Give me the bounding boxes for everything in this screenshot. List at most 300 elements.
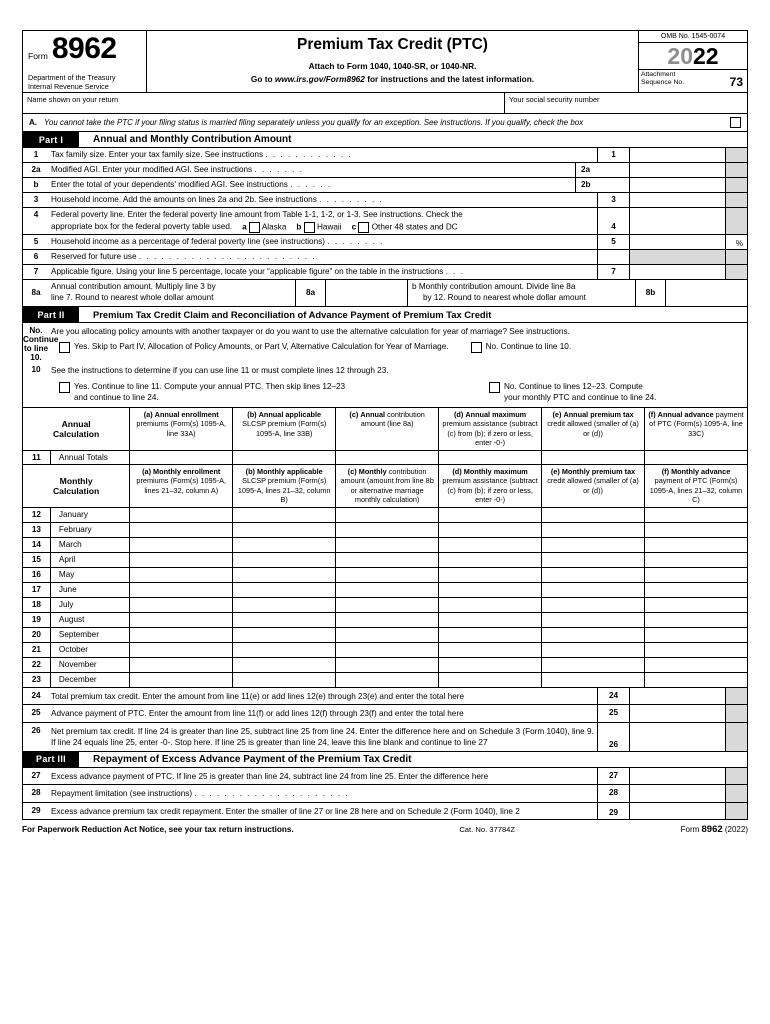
line-12-label: January — [50, 507, 129, 522]
line-5-percent-cell — [725, 235, 747, 249]
paperwork-notice: For Paperwork Reduction Act Notice, see your tax return instructions. — [22, 825, 294, 835]
line-10-no[interactable] — [489, 381, 656, 404]
part-2-totals — [22, 688, 748, 752]
line-14-cell-b[interactable] — [233, 537, 336, 552]
annual-col-a-tag: (a) — [143, 409, 153, 419]
line-15-cell-b[interactable] — [233, 552, 336, 567]
line-13-cell-f[interactable] — [645, 522, 748, 537]
line-20-cell-c[interactable] — [336, 627, 439, 642]
line-21-cell-a[interactable] — [130, 642, 233, 657]
monthly-col-b — [233, 464, 336, 507]
line-23-cell-a[interactable] — [130, 672, 233, 687]
line-9-no-label: No. Continue to line 10. — [485, 341, 572, 351]
monthly-col-f-bold: Monthly advance — [671, 466, 731, 476]
table-row — [23, 657, 748, 672]
line-7-dots: . . . — [445, 267, 465, 277]
line-10-yes-checkbox[interactable] — [59, 382, 70, 393]
line-2a-number: 2a — [31, 165, 41, 174]
line-17-cell-d[interactable] — [439, 582, 542, 597]
goto-url: www.irs.gov/Form8962 — [274, 74, 365, 84]
monthly-col-d-tag: (d) — [452, 466, 462, 476]
footer-form-id — [681, 824, 748, 835]
line-3-text — [49, 193, 597, 207]
line-16-cell-a[interactable] — [130, 567, 233, 582]
line-17-label: June — [50, 582, 129, 597]
line-15-cell-a[interactable] — [130, 552, 233, 567]
line-18-cell-a[interactable] — [130, 597, 233, 612]
line-17-cell-f[interactable] — [645, 582, 748, 597]
line-14-cell-f[interactable] — [645, 537, 748, 552]
line-24-amount[interactable] — [629, 688, 725, 704]
line-18-cell-c[interactable] — [336, 597, 439, 612]
annual-col-a-bold: Annual enrollment — [154, 409, 219, 419]
line-9-yes[interactable] — [59, 341, 449, 353]
annual-col-e-bold: Annual premium tax — [563, 409, 634, 419]
line-26-ref: 26 — [597, 723, 629, 751]
line-4-option-c[interactable] — [352, 222, 458, 234]
annual-calculation-label — [23, 407, 130, 450]
line-12-cell-a[interactable] — [130, 507, 233, 522]
line-12-cell-c[interactable] — [336, 507, 439, 522]
line-9 — [23, 323, 747, 362]
line-19-label: August — [50, 612, 129, 627]
annual-col-d-rest: premium assistance (subtract (c) from (b); if zero or less, enter -0-) — [442, 419, 538, 448]
line-7-tail — [725, 265, 747, 279]
monthly-col-f-tag: (f) — [661, 466, 670, 476]
line-4-option-a-label: Alaska — [261, 222, 287, 232]
line-4-option-b-letter: b — [296, 222, 302, 232]
line-12-cell-f[interactable] — [645, 507, 748, 522]
annual-col-a-rest: premiums (Form(s) 1095-A, line 33A) — [136, 419, 227, 438]
line-11-cell-b[interactable] — [233, 450, 336, 464]
line-8a-text — [49, 280, 295, 306]
line-3-label: Household income. Add the amounts on lines 2a and 2b. See instructions — [51, 195, 317, 204]
line-16-cell-f[interactable] — [645, 567, 748, 582]
line-2b-amount[interactable] — [629, 178, 725, 192]
goto-suffix: for instructions and the latest information. — [364, 74, 535, 84]
line-24 — [23, 688, 747, 705]
line-18-cell-f[interactable] — [645, 597, 748, 612]
line-8a-number: 8a — [31, 288, 41, 298]
line-5-number: 5 — [33, 237, 39, 247]
monthly-col-b-tag: (b) — [245, 466, 255, 476]
line-28-text — [49, 785, 597, 801]
table-row — [23, 627, 748, 642]
line-27-amount[interactable] — [629, 768, 725, 784]
line-24-text: Total premium tax credit. Enter the amount from line 11(e) or add lines 12(e) through 23(e) and enter the total here — [51, 691, 465, 701]
line-10-no-text — [504, 381, 656, 404]
line-6-amount — [629, 250, 725, 264]
table-row — [23, 597, 748, 612]
line-23-cell-e[interactable] — [542, 672, 645, 687]
ssn-label: Your social security number — [509, 95, 600, 104]
line-9-no-checkbox[interactable] — [471, 342, 482, 353]
line-10-yes-text — [74, 381, 345, 404]
attachment-sequence — [639, 69, 747, 90]
line-8a-amount[interactable] — [325, 280, 407, 306]
line-9-number: No. Continue to line 10. — [23, 326, 59, 363]
line-10-options — [51, 381, 743, 404]
line-20-cell-a[interactable] — [130, 627, 233, 642]
line-20-cell-d[interactable] — [439, 627, 542, 642]
line-4-option-b-label: Hawaii — [316, 222, 342, 232]
department-text — [28, 73, 142, 91]
line-5-amount[interactable] — [629, 235, 725, 249]
line-28-amount[interactable] — [629, 785, 725, 801]
monthly-col-a-tag: (a) — [142, 466, 152, 476]
table-row — [23, 552, 748, 567]
department-line-1: Department of the Treasury — [28, 73, 116, 82]
monthly-calculation-label — [23, 464, 130, 507]
line-17-cell-a[interactable] — [130, 582, 233, 597]
line-14-label: March — [50, 537, 129, 552]
line-2a — [23, 163, 747, 178]
line-26-number: 26 — [31, 725, 41, 735]
other-states-checkbox[interactable] — [358, 222, 369, 233]
line-4 — [23, 208, 747, 235]
line-21-cell-b[interactable] — [233, 642, 336, 657]
line-12-cell-d[interactable] — [439, 507, 542, 522]
monthly-col-f-rest: payment of PTC (Form(s) 1095-A, lines 21–32, column C) — [649, 476, 743, 505]
line-22-cell-a[interactable] — [130, 657, 233, 672]
line-1-ref: 1 — [597, 148, 629, 162]
line-23-cell-d[interactable] — [439, 672, 542, 687]
line-20-label: September — [50, 627, 129, 642]
line-8b-amount[interactable] — [665, 280, 747, 306]
line-20-cell-b[interactable] — [233, 627, 336, 642]
part-1-title: Annual and Monthly Contribution Amount — [93, 134, 292, 145]
line-15-cell-f[interactable] — [645, 552, 748, 567]
form-header — [22, 30, 748, 92]
line-25-amount[interactable] — [629, 705, 725, 721]
annual-col-f-tag: (f) — [648, 409, 656, 419]
line-4-amount[interactable] — [629, 208, 725, 234]
line-2b-dots: . . . . . . — [290, 180, 332, 189]
line-16-cell-c[interactable] — [336, 567, 439, 582]
line-11-cell-c[interactable] — [336, 450, 439, 464]
line-4-option-b[interactable] — [296, 222, 341, 234]
line-1-number: 1 — [33, 150, 39, 159]
table-row — [23, 582, 748, 597]
row-a-text: You cannot take the PTC if your filing status is married filing separately unless you qualify for an exception. See instructions. If you qualify, check the box — [44, 118, 584, 127]
line-21-cell-e[interactable] — [542, 642, 645, 657]
line-12-cell-e[interactable] — [542, 507, 645, 522]
line-12-cell-b[interactable] — [233, 507, 336, 522]
part-1-bar — [22, 132, 748, 148]
line-6-text — [49, 250, 597, 264]
form-8962 — [22, 30, 748, 835]
line-10-body — [49, 362, 747, 406]
footer-form-prefix: Form — [680, 825, 702, 835]
line-17-cell-e[interactable] — [542, 582, 645, 597]
line-18-number: 18 — [23, 597, 51, 612]
line-15-cell-d[interactable] — [439, 552, 542, 567]
name-label: Name shown on your return — [27, 95, 119, 104]
line-13-cell-c[interactable] — [336, 522, 439, 537]
line-8a-ref: 8a — [295, 280, 325, 306]
line-21-number: 21 — [23, 642, 51, 657]
line-10-no-checkbox[interactable] — [489, 382, 500, 393]
line-10-no-label-2: your monthly PTC and continue to line 24. — [504, 393, 657, 403]
attach-instruction: Attach to Form 1040, 1040-SR, or 1040-NR. — [308, 61, 477, 71]
line-9-yes-label: Yes. Skip to Part IV, Allocation of Policy Amounts, or Part V, Alternative Calculation for Year of Marriage. — [74, 341, 449, 351]
line-23-cell-b[interactable] — [233, 672, 336, 687]
line-5 — [23, 235, 747, 250]
name-field[interactable] — [23, 93, 505, 113]
line-23-cell-f[interactable] — [645, 672, 748, 687]
line-18-cell-d[interactable] — [439, 597, 542, 612]
line-6 — [23, 250, 747, 265]
monthly-col-e-bold: Monthly premium tax — [561, 466, 636, 476]
monthly-col-a-bold: Monthly enrollment — [153, 466, 221, 476]
monthly-col-d — [439, 464, 542, 507]
line-24-number: 24 — [31, 690, 41, 700]
line-6-ref — [597, 250, 629, 264]
line-19-number: 19 — [23, 612, 51, 627]
line-28-tail — [725, 785, 747, 801]
ssn-field[interactable] — [505, 93, 747, 113]
line-29-text: Excess advance premium tax credit repayment. Enter the smaller of line 27 or line 28 here and on Schedule 2 (Form 1040), line 2 — [51, 806, 520, 816]
annual-col-c-bold: Annual — [360, 409, 386, 419]
line-8b-label-1: b Monthly contribution amount. Divide line 8a — [412, 282, 576, 292]
line-3-number: 3 — [33, 195, 39, 204]
line-2a-amount[interactable] — [629, 163, 725, 177]
line-14-cell-a[interactable] — [130, 537, 233, 552]
line-22-label: November — [50, 657, 129, 672]
line-2b-text — [49, 178, 575, 192]
monthly-col-d-rest: premium assistance (subtract (c) from (b); if zero or less, enter -0-) — [442, 476, 538, 505]
line-2b-ref: 2b — [575, 178, 629, 192]
line-2a-text — [49, 163, 575, 177]
annual-col-c-tag: (c) — [349, 409, 359, 419]
line-10-question: See the instructions to determine if you can use line 11 or must complete lines 12 through 23. — [51, 366, 389, 376]
line-7-amount[interactable] — [629, 265, 725, 279]
line-23-label: December — [50, 672, 129, 687]
line-2b-tail — [725, 178, 747, 192]
annual-col-f — [645, 407, 748, 450]
line-5-text — [49, 235, 597, 249]
line-1-dots: . . . . . . . . . . . . — [265, 150, 353, 159]
line-15-cell-e[interactable] — [542, 552, 645, 567]
line-29 — [23, 803, 747, 819]
annual-col-c-rest: contribution amount (line 8a) — [360, 409, 425, 429]
line-14-cell-d[interactable] — [439, 537, 542, 552]
monthly-col-b-bold: Monthly applicable — [257, 466, 323, 476]
line-10-number: 10 — [31, 365, 41, 375]
line-9-options — [51, 341, 743, 353]
part-3-label: Part III — [23, 752, 79, 767]
line-7-number: 7 — [33, 267, 39, 277]
line-1-amount[interactable] — [629, 148, 725, 162]
row-a-checkbox[interactable] — [730, 117, 741, 128]
goto-instruction — [147, 74, 638, 84]
line-21-label: October — [50, 642, 129, 657]
monthly-col-c — [336, 464, 439, 507]
line-4-option-a-letter: a — [242, 222, 247, 232]
line-27-tail — [725, 768, 747, 784]
percent-symbol: % — [735, 239, 743, 249]
table-row — [23, 642, 748, 657]
annual-col-d — [439, 407, 542, 450]
line-11-cell-f[interactable] — [645, 450, 748, 464]
line-22-cell-f[interactable] — [645, 657, 748, 672]
monthly-col-a — [130, 464, 233, 507]
line-9-body — [49, 323, 747, 362]
line-11-cell-d[interactable] — [439, 450, 542, 464]
hawaii-checkbox[interactable] — [304, 222, 315, 233]
line-27-number: 27 — [31, 770, 41, 780]
line-5-ref: 5 — [597, 235, 629, 249]
line-8b-label-2: by 12. Round to nearest whole dollar amount — [423, 292, 586, 302]
line-14-cell-e[interactable] — [542, 537, 645, 552]
line-25-number: 25 — [31, 708, 41, 718]
line-1-tail — [725, 148, 747, 162]
line-13-cell-e[interactable] — [542, 522, 645, 537]
line-29-amount[interactable] — [629, 803, 725, 819]
annual-col-f-bold: Annual advance — [657, 409, 714, 419]
line-10 — [23, 362, 747, 406]
form-number: 8962 — [51, 32, 117, 65]
line-2a-tail — [725, 163, 747, 177]
line-20-number: 20 — [23, 627, 51, 642]
line-22-cell-d[interactable] — [439, 657, 542, 672]
line-8b-text — [407, 280, 635, 306]
line-24-tail — [725, 688, 747, 704]
line-4-option-a[interactable] — [242, 222, 286, 234]
line-17-cell-c[interactable] — [336, 582, 439, 597]
line-11-cell-a[interactable] — [130, 450, 233, 464]
line-3-amount[interactable] — [629, 193, 725, 207]
line-20-cell-f[interactable] — [645, 627, 748, 642]
line-6-label: Reserved for future use — [51, 252, 137, 262]
line-21-cell-c[interactable] — [336, 642, 439, 657]
line-16-cell-b[interactable] — [233, 567, 336, 582]
row-a — [22, 114, 748, 132]
line-13-cell-a[interactable] — [130, 522, 233, 537]
line-14-cell-c[interactable] — [336, 537, 439, 552]
line-22-cell-b[interactable] — [233, 657, 336, 672]
table-row — [23, 507, 748, 522]
line-21-cell-f[interactable] — [645, 642, 748, 657]
annual-totals-row — [23, 450, 748, 464]
line-16-cell-d[interactable] — [439, 567, 542, 582]
part-2-questions — [22, 323, 748, 406]
line-7-label: Applicable figure. Using your line 5 percentage, locate your “applicable figure” on the table in the instructions — [51, 267, 444, 277]
line-19-cell-c[interactable] — [336, 612, 439, 627]
line-7-ref: 7 — [597, 265, 629, 279]
line-26-amount[interactable] — [629, 723, 725, 751]
line-17-cell-b[interactable] — [233, 582, 336, 597]
line-19-cell-f[interactable] — [645, 612, 748, 627]
line-16-cell-e[interactable] — [542, 567, 645, 582]
sequence-label: Sequence No. — [641, 79, 685, 87]
line-8a-label-2: line 7. Round to nearest whole dollar amount — [51, 292, 214, 302]
line-28-dots: . . . . . . . . . . . . . . . . . . . . . — [194, 789, 350, 799]
line-8a-label-1: Annual contribution amount. Multiply line 3 by — [51, 282, 216, 292]
line-16-number: 16 — [23, 567, 51, 582]
table-row — [23, 522, 748, 537]
line-2a-dots: . . . . . . . — [254, 165, 304, 174]
line-2b-label: Enter the total of your dependents' modified AGI. See instructions — [51, 180, 288, 189]
line-18-cell-b[interactable] — [233, 597, 336, 612]
line-21-cell-d[interactable] — [439, 642, 542, 657]
line-20-cell-e[interactable] — [542, 627, 645, 642]
line-26-text: Net premium tax credit. If line 24 is greater than line 25, subtract line 25 from line 24. Enter the difference here and on Schedule 3 (Form 1040), line 9. If line 24 equals line 25, enter -0-. Stop here. If line 25 is greater than line 24, leave this line blank and continue to line 27 — [51, 726, 594, 748]
line-19-cell-a[interactable] — [130, 612, 233, 627]
line-9-no[interactable] — [471, 341, 572, 353]
form-footer — [22, 820, 748, 835]
line-2a-label: Modified AGI. Enter your modified AGI. See instructions — [51, 165, 253, 174]
line-18-cell-e[interactable] — [542, 597, 645, 612]
line-13-cell-b[interactable] — [233, 522, 336, 537]
monthly-calculation-label-2: Calculation — [52, 485, 100, 496]
line-10-no-label-1: No. Continue to lines 12–23. Compute — [504, 381, 643, 391]
line-13-number: 13 — [23, 522, 51, 537]
line-10-yes[interactable] — [59, 381, 489, 404]
line-1-text — [49, 148, 597, 162]
line-22-number: 22 — [23, 657, 51, 672]
monthly-col-c-tag: (c) — [347, 466, 357, 476]
line-27-ref: 27 — [597, 768, 629, 784]
line-11-cell-e[interactable] — [542, 450, 645, 464]
line-15-label: April — [50, 552, 129, 567]
line-29-tail — [725, 803, 747, 819]
annual-calculation-label-2: Calculation — [52, 428, 100, 439]
line-4-label-1: Federal poverty line. Enter the federal poverty line amount from Table 1-1, 1-2, or 1-3. See instructions. Check the — [51, 210, 463, 219]
line-25-ref: 25 — [597, 705, 629, 721]
monthly-calculation-label-1: Monthly — [59, 475, 93, 486]
line-2b-number: b — [33, 180, 39, 189]
monthly-col-d-bold: Monthly maximum — [463, 466, 528, 476]
line-29-number: 29 — [31, 805, 41, 815]
monthly-col-c-bold: Monthly — [358, 466, 387, 476]
line-19-cell-e[interactable] — [542, 612, 645, 627]
line-10-yes-label-1: Yes. Continue to line 11. Compute your annual PTC. Then skip lines 12–23 — [74, 381, 346, 391]
annual-col-d-bold: Annual maximum — [465, 409, 527, 419]
line-8b-ref: 8b — [635, 280, 665, 306]
line-3-tail — [725, 193, 747, 207]
line-1 — [23, 148, 747, 163]
page-title: Premium Tax Credit (PTC) — [297, 36, 488, 53]
annual-header-row — [23, 407, 748, 450]
line-23-cell-c[interactable] — [336, 672, 439, 687]
annual-col-f-rest: payment of PTC (Form(s) 1095-A, line 33C) — [649, 409, 744, 438]
line-19-cell-d[interactable] — [439, 612, 542, 627]
taxpayer-row — [22, 92, 748, 114]
monthly-col-b-rest: SLCSP premium (Form(s) 1095-A, lines 21–32, column B) — [237, 476, 331, 505]
line-25-text: Advance payment of PTC. Enter the amount from line 11(f) or add lines 12(f) through 23(f) and enter the total here — [51, 709, 464, 719]
line-22-cell-e[interactable] — [542, 657, 645, 672]
department-line-2: Internal Revenue Service — [28, 82, 109, 91]
line-2a-ref: 2a — [575, 163, 629, 177]
alaska-checkbox[interactable] — [249, 222, 260, 233]
annual-col-b-rest: SLCSP premium (Form(s) 1095-A, line 33B) — [242, 419, 327, 438]
row-a-letter: A. — [29, 118, 37, 127]
annual-col-e-tag: (e) — [552, 409, 562, 419]
line-4-ref: 4 — [597, 208, 629, 234]
line-13-cell-d[interactable] — [439, 522, 542, 537]
line-19-cell-b[interactable] — [233, 612, 336, 627]
line-25 — [23, 705, 747, 722]
line-9-yes-checkbox[interactable] — [59, 342, 70, 353]
monthly-col-c-rest: contribution amount (amount from line 8b or alternative marriage monthly calculation) — [340, 466, 434, 505]
line-4-number: 4 — [33, 210, 39, 219]
annual-col-a — [130, 407, 233, 450]
part-2-label: Part II — [23, 307, 79, 322]
line-22-cell-c[interactable] — [336, 657, 439, 672]
line-15-cell-c[interactable] — [336, 552, 439, 567]
tax-year — [639, 43, 747, 69]
